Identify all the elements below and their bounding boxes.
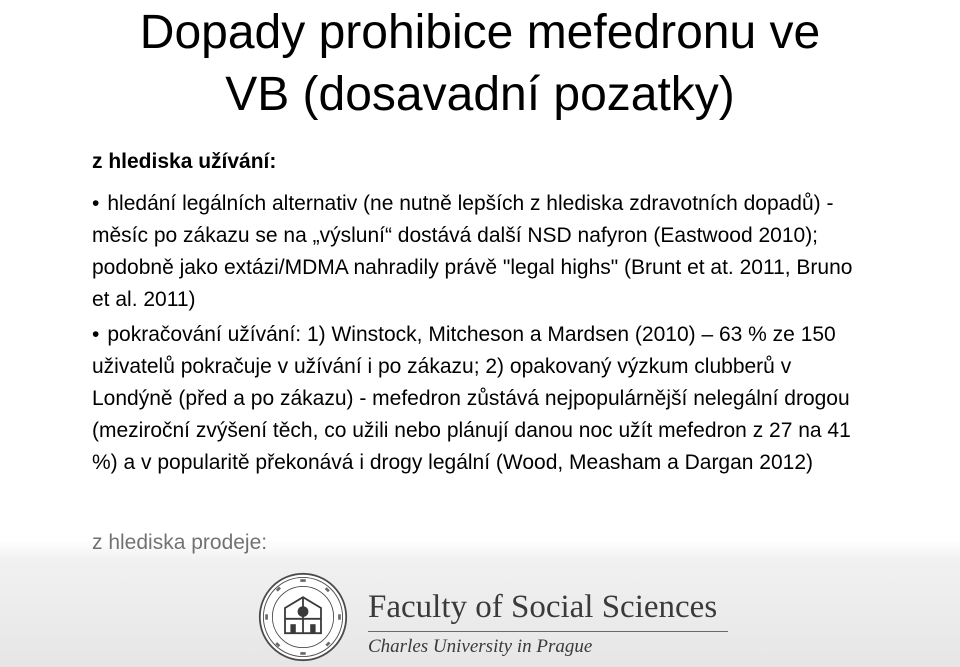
footer-logo: [0, 560, 960, 667]
logo-divider: [368, 631, 728, 632]
slide-title-line-1: Dopady prohibice mefedronu ve: [139, 6, 821, 59]
section-heading: z hlediska užívání:: [92, 150, 277, 173]
bullet-text-2: pokračování užívání: 1) Winstock, Mitcheson a Mardsen (2010) – 63 % ze 150 uživatelů pokračuje v užívání i po zákazu; 2) opakovaný výzkum clubberů v Londýně (před a po zákazu) - mefedron zůstává nejpopulárnější nelegální drogou (meziroční zvýšení těch, co užili nebo plánují danou noc užít mefedron z 27 na 41 %) a v popularitě překonává i drogy legální (Wood, Measham a Dargan 2012): [92, 323, 851, 474]
university-seal-icon: [258, 572, 348, 662]
bullet-item-2: [92, 319, 872, 479]
bullet-glyph: •: [92, 192, 100, 215]
slide-title: [0, 0, 960, 126]
bullet-item-1: [92, 188, 872, 316]
bullet-text-1: hledání legálních alternativ (ne nutně lepších z hlediska zdravotních dopadů) - měsíc po zákazu se na „výsluní“ dostává další NSD nafyron (Eastwood 2010); podobně jako extázi/MDMA nahradily právě "legal highs" (Brunt et at. 2011, Bruno et al. 2011): [92, 192, 853, 311]
cutoff-text: z hlediska prodeje:: [92, 531, 268, 554]
university-name: Charles University in Prague: [368, 636, 593, 657]
bullet-glyph: •: [92, 323, 100, 346]
slide-title-line-2: VB (dosavadní pozatky): [225, 68, 735, 121]
faculty-name: Faculty of Social Sciences: [368, 589, 718, 625]
